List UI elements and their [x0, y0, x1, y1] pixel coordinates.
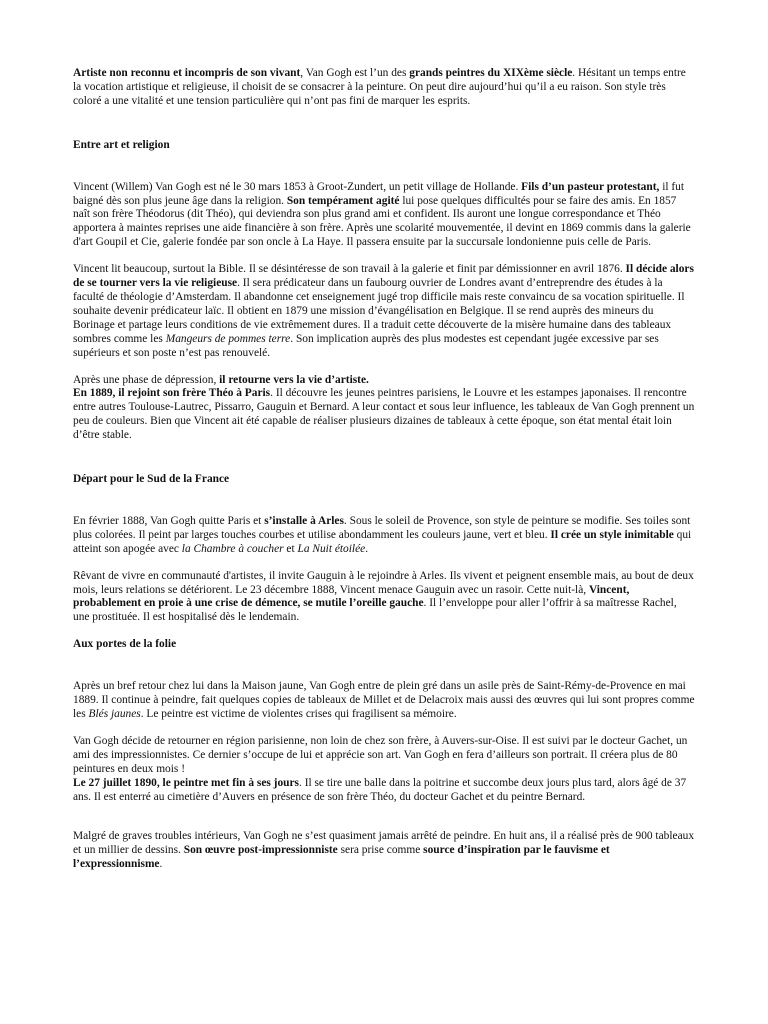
s2p1-text-3: qui atteint son apogée avec — [73, 528, 692, 555]
section3-paragraph-3 — [73, 830, 695, 872]
s3p3-text-2: sera prise comme — [337, 844, 424, 857]
s1p3-bold-1: il retourne vers la vie d’artiste. — [219, 373, 369, 386]
s1p3-text-2: . Il découvre les jeunes peintres parisiens, le Louvre et les estampes japonaises. Il rencontre entre autres Toulouse-Lautrec, Pissarro, Gauguin et Bernard. A leur contact et sous leur influence, les tableaux de Van Gogh prennent un peu de couleurs. Bien que Vincent ait été capable de réaliser plusieurs dizaines de tableaux à cette époque, son état mental était loin d’être stable. — [73, 387, 695, 442]
s1p1-text-3: lui pose quelques difficultés pour se faire des amis. En 1857 naît son frère Théodorus (dit Théo), qui deviendra son plus grand ami et confident. Ils auront une longue correspondance et Théo apportera à maintes reprises une aide financière à son frère. Après une scolarité mouvementée, il devint en 1869 commis dans la galerie d'art Goupil et Cie, galerie fondée par son oncle à La Haye. Il passera ensuite par la succursale londonienne puis celle de Paris. — [73, 194, 691, 249]
s3p3-bold-2: source d’inspiration par le fauvisme et l’expressionnisme — [73, 844, 610, 871]
s2p2-bold-1: Vincent, probablement en proie à une crise de démence, se mutile l’oreille gauche — [73, 583, 630, 610]
s3p3-text-1: Malgré de graves troubles intérieurs, Van Gogh ne s’est quasiment jamais arrêté de peindre. En huit ans, il a réalisé près de 900 tableaux et un millier de dessins. — [73, 830, 695, 857]
s2p1-text-2: . Sous le soleil de Provence, son style de peinture se modifie. Ses toiles sont plus colorées. Il peint par larges touches courbes et utilise abondamment les couleurs jaune, vert et bleu. — [73, 514, 691, 541]
s1p3-text-1: Après une phase de dépression, — [73, 373, 220, 386]
section2-paragraph-2 — [73, 570, 695, 626]
intro-text-2: . Hésitant un temps entre la vocation artistique et religieuse, il choisit de se consacrer à la peinture. On peut dire aujourd’hui qu’il a eu raison. Son style très coloré a une vitalité et une tension particulière qui n’ont pas fini de marquer les esprits. — [73, 67, 686, 107]
s1p2-text-1: Vincent lit beaucoup, surtout la Bible. Il se désintéresse de son travail à la galerie et finit par démissionner en avril 1876. — [73, 263, 626, 276]
intro-paragraph — [73, 67, 695, 109]
s1p1-text-2: il fut baigné dès son plus jeune âge dans la religion. — [73, 180, 685, 207]
intro-bold-2: grands peintres du XIXème siècle — [409, 67, 573, 79]
s1p3-bold-2: En 1889, il rejoint son frère Théo à Paris — [73, 387, 271, 400]
s2p1-text-4: et — [283, 542, 298, 555]
intro-bold-1: Artiste non reconnu et incompris de son vivant — [73, 67, 301, 79]
s2p1-text-1: En février 1888, Van Gogh quitte Paris et — [73, 514, 265, 527]
section2-paragraph-1 — [73, 515, 695, 557]
s2p2-text-2: . Il l’enveloppe pour aller l’offrir à sa maîtresse Rachel, une prostituée. Il est hospitalisé dès le lendemain. — [73, 597, 677, 624]
heading-entre-art-et-religion: Entre art et religion — [73, 138, 170, 151]
s2p2-text-1: Rêvant de vivre en communauté d'artistes, il invite Gauguin à le rejoindre à Arles. Ils vivent et peignent ensemble mais, au bout de deux mois, leurs relations se détériorent. Le 23 décembre 1888, Vincent menace Gauguin avec un rasoir. Cette nuit-là, — [73, 569, 694, 596]
s3p2-text-2: . Il se tire une balle dans la poitrine et succombe deux jours plus tard, alors âgé de 37 ans. Il est enterré au cimetière d’Auvers en présence de son frère Théo, du docteur Gachet et du peintre Bernard. — [73, 776, 687, 803]
section1-paragraph-2 — [73, 263, 695, 360]
document-page — [73, 67, 695, 872]
s3p1-italic-1: Blés jaunes — [88, 708, 141, 720]
s1p1-bold-1: Fils d’un pasteur protestant, — [521, 180, 660, 193]
heading-aux-portes-de-la-folie: Aux portes de la folie — [73, 638, 177, 651]
s3p3-bold-1: Son œuvre post-impressionniste — [183, 844, 338, 857]
s1p2-bold-1: Il décide alors de se tourner vers la vie religieuse — [73, 263, 694, 290]
s3p1-text-2: . Le peintre est victime de violentes crises qui fragilisent sa mémoire. — [140, 708, 457, 720]
heading-depart-pour-le-sud: Départ pour le Sud de la France — [73, 473, 230, 486]
s3p1-text-1: Après un bref retour chez lui dans la Maison jaune, Van Gogh entre de plein gré dans un asile près de Saint-Rémy-de-Provence en mai 1889. Il continue à peindre, fait quelques copies de tableaux de Millet et de Delacroix mais aussi des œuvres qui lui sont propres comme les — [73, 680, 695, 720]
s1p2-italic-1: Mangeurs de pommes terre — [165, 332, 291, 345]
s2p1-italic-1: la Chambre à coucher — [181, 542, 284, 555]
s3p3-text-3: . — [159, 858, 163, 871]
s2p1-bold-1: s’installe à Arles — [264, 514, 344, 527]
s1p2-text-3: . Son implication auprès des plus modestes est cependant jugée excessive par ses supérieurs et son poste n’est pas renouvelé. — [73, 332, 659, 359]
s3p2-bold-1: Le 27 juillet 1890, le peintre met fin à ses jours — [73, 776, 299, 789]
s2p1-bold-2: Il crée un style inimitable — [550, 528, 674, 541]
s2p1-text-5: . — [365, 542, 369, 555]
s3p2-text-1: Van Gogh décide de retourner en région parisienne, non loin de chez son frère, à Auvers-sur-Oise. Il est suivi par le docteur Gachet, un ami des impressionnistes. Ce dernier s’occupe de lui et apprécie son art. Van Gogh en fera d’ailleurs son portrait. Il créera plus de 80 peintures en deux mois ! — [73, 734, 688, 775]
s1p2-text-2: . Il sera prédicateur dans un faubourg ouvrier de Londres avant d’entreprendre des études à la faculté de théologie d’Amsterdam. Il abandonne cet enseignement jugé trop difficile mais reste convaincu de sa vocation spirituelle. Il souhaite devenir prédicateur laïc. Il obtient en 1879 une mission d’évangélisation en Belgique. Il se rend auprès des mineurs du Borinage et partage leurs conditions de vie extrêmement dures. Il a traduit cette découverte de la misère humaine dans des tableaux sombres comme les — [73, 277, 685, 345]
section3-paragraph-2 — [73, 735, 695, 805]
s1p1-text-1: Vincent (Willem) Van Gogh est né le 30 mars 1853 à Groot-Zundert, un petit village de Hollande. — [73, 180, 522, 193]
intro-text-1: , Van Gogh est l’un des — [300, 67, 410, 79]
section1-paragraph-3 — [73, 374, 695, 444]
s2p1-italic-2: La Nuit étoilée — [297, 542, 366, 555]
section1-paragraph-1 — [73, 181, 695, 251]
section3-paragraph-1 — [73, 680, 695, 722]
s1p1-bold-2: Son tempérament agité — [286, 194, 400, 207]
